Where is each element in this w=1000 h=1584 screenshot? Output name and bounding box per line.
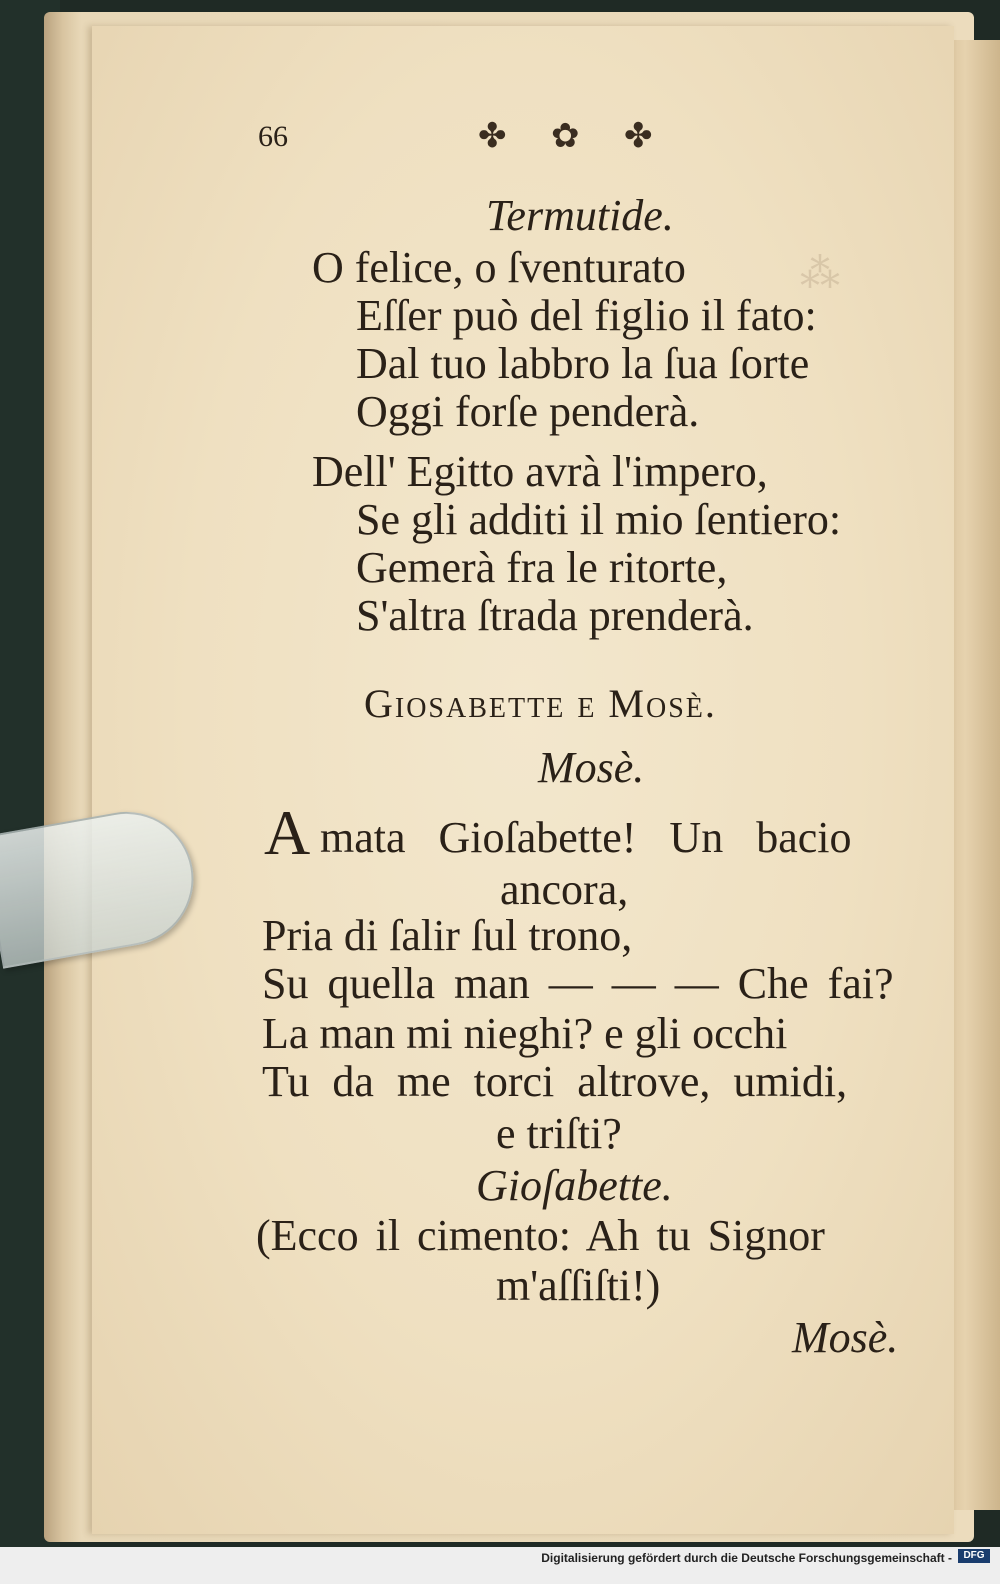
verse-line: ancora,: [500, 865, 629, 914]
speaker-giosabette: Gioſabette.: [476, 1161, 673, 1210]
verse-line: La man mi nieghi? e gli occhi: [262, 1009, 788, 1058]
speaker-termutide: Termutide.: [486, 191, 674, 240]
page-number: 66: [258, 120, 288, 153]
show-through-text: ⁂: [800, 251, 840, 296]
verse-line: mata Gioſabette! Un bacio: [320, 813, 852, 862]
verse-line: Tu da me torci altrove, umidi,: [262, 1057, 848, 1106]
verse-line: Dal tuo labbro la ſua ſorte: [356, 339, 810, 388]
verse-line: Oggi forſe penderà.: [356, 387, 700, 436]
verse-line: e triſti?: [496, 1109, 622, 1158]
verse-line: Dell' Egitto avrà l'impero,: [312, 447, 768, 496]
drop-initial: A: [264, 797, 311, 868]
speaker-mose: Mosè.: [538, 743, 645, 792]
verse-line: Su quella man — — — Che fai?: [262, 959, 894, 1008]
verse-line: O felice, o ſventurato: [312, 243, 686, 292]
dfg-logo: DFG: [958, 1549, 990, 1563]
verse-line: Se gli additi il mio ſentiero:: [356, 495, 842, 544]
verse-line: Eſſer può del figlio il fato:: [356, 291, 817, 340]
scene-heading: Giosabette e Mosè.: [364, 681, 717, 726]
verse-line: S'altra ſtrada prenderà.: [356, 591, 754, 640]
verse-line: m'aſſiſti!): [496, 1261, 661, 1310]
funding-credit: Digitalisierung gefördert durch die Deutsche Forschungsgemeinschaft -: [541, 1551, 952, 1565]
verse-line: (Ecco il cimento: Ah tu Signor: [256, 1211, 825, 1260]
verse-line: Gemerà fra le ritorte,: [356, 543, 728, 592]
header-ornament: ✤ ✿ ✤: [478, 118, 671, 155]
catchword: Mosè.: [792, 1313, 899, 1362]
verse-line: Pria di ſalir ſul trono,: [262, 911, 633, 960]
